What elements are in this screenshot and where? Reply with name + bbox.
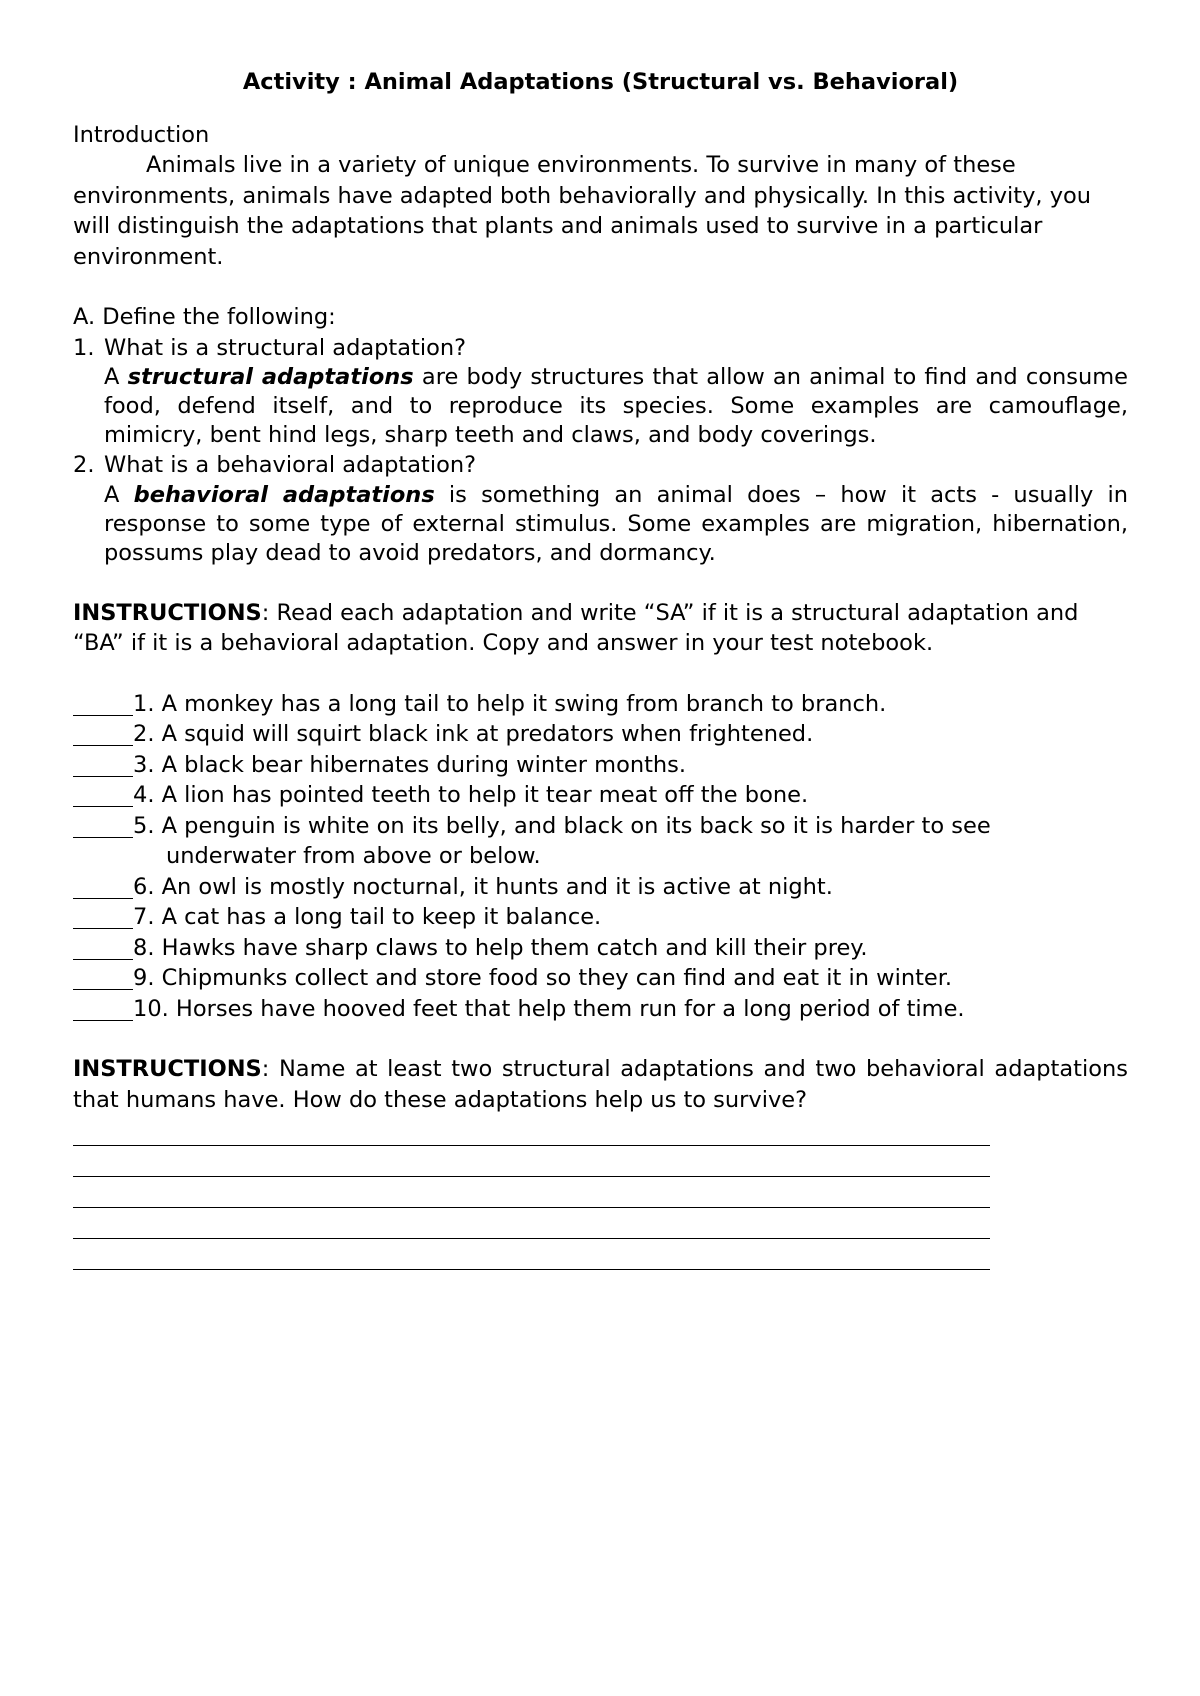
- answer-2-term: behavioral adaptations: [133, 481, 435, 508]
- list-item-text: 9. Chipmunks collect and store food so they can find and eat it in winter.: [133, 965, 953, 991]
- answer-line[interactable]: [73, 1177, 990, 1208]
- list-item: [73, 963, 1128, 994]
- answer-blank[interactable]: [73, 963, 133, 990]
- adaptation-list: [73, 689, 1128, 1025]
- question-1-number: 1.: [73, 334, 95, 361]
- list-item-text: 6. An owl is mostly nocturnal, it hunts and it is active at night.: [133, 873, 833, 900]
- answer-1-rest: are body structures that allow an animal to find and consume food, defend itself, and to reproduce its species. Some examples are camouflage, mimicry, bent hind legs, sharp teeth and claws, and body coverings.: [104, 364, 1128, 448]
- list-item: [73, 811, 1128, 842]
- instructions-1-label: INSTRUCTIONS: [73, 599, 262, 626]
- list-item: [73, 689, 1128, 720]
- list-item: [73, 994, 1128, 1025]
- question-2-number: 2.: [73, 452, 95, 478]
- list-item: [73, 902, 1128, 933]
- list-item-text: 3. A black bear hibernates during winter months.: [133, 751, 687, 778]
- list-item-text: 8. Hawks have sharp claws to help them catch and kill their prey.: [133, 934, 868, 961]
- answer-blank[interactable]: [73, 780, 133, 807]
- worksheet-page: [73, 67, 1128, 1270]
- answer-blank[interactable]: [73, 811, 133, 838]
- answer-blank[interactable]: [73, 994, 133, 1021]
- answer-line[interactable]: [73, 1239, 990, 1270]
- section-a-heading: A. Define the following:: [73, 304, 336, 330]
- list-item: [73, 780, 1128, 811]
- list-item-continuation: underwater from above or below.: [166, 843, 541, 869]
- list-item-text: 4. A lion has pointed teeth to help it tear meat off the bone.: [133, 782, 809, 808]
- list-item: [73, 872, 1128, 903]
- answer-2-rest: is something an animal does – how it acts - usually in response to some type of external stimulus. Some examples are migration, hibernation, possums play dead to avoid predators, and dormancy.: [104, 481, 1128, 566]
- list-item: [73, 719, 1128, 750]
- instructions-2-text: : Name at least two structural adaptations and two behavioral adaptations that humans have. How do these adaptations help us to survive?: [73, 1056, 1128, 1113]
- answer-line[interactable]: [73, 1208, 990, 1239]
- answer-blank[interactable]: [73, 750, 133, 777]
- instructions-1-text: : Read each adaptation and write “SA” if it is a structural adaptation and “BA” if it is a behavioral adaptation. Copy and answer in your test notebook.: [73, 599, 1079, 656]
- page-title: Activity : Animal Adaptations (Structural vs. Behavioral): [242, 69, 959, 95]
- question-2: [73, 450, 1128, 481]
- list-item-text: 5. A penguin is white on its belly, and black on its back so it is harder to see: [133, 812, 991, 839]
- answer-lines: [73, 1115, 1128, 1270]
- list-item: [73, 933, 1128, 964]
- list-item-text: 7. A cat has a long tail to keep it balance.: [133, 904, 602, 930]
- answer-blank[interactable]: [73, 719, 133, 746]
- answer-1-prefix: A: [104, 364, 128, 390]
- answer-blank[interactable]: [73, 872, 133, 899]
- list-item-text: 10. Horses have hooved feet that help them run for a long period of time.: [133, 995, 965, 1022]
- answer-line[interactable]: [73, 1115, 990, 1146]
- answer-blank[interactable]: [73, 689, 133, 716]
- answer-1: [73, 363, 1128, 450]
- instructions-1: [73, 598, 1128, 659]
- instructions-2-label: INSTRUCTIONS: [73, 1056, 262, 1082]
- question-2-text: What is a behavioral adaptation?: [104, 452, 477, 478]
- answer-2-prefix: A: [104, 481, 134, 508]
- list-item: [73, 750, 1128, 781]
- question-1: [73, 333, 1128, 364]
- intro-heading: Introduction: [73, 121, 210, 148]
- answer-1-term: structural adaptations: [127, 364, 414, 390]
- answer-line[interactable]: [73, 1146, 990, 1177]
- answer-blank[interactable]: [73, 933, 133, 960]
- intro-body: Animals live in a variety of unique environments. To survive in many of these environments, animals have adapted both behaviorally and physically. In this activity, you will distinguish the adaptations that plants and animals used to survive in a particular environment.: [73, 152, 1092, 270]
- list-item-text: 2. A squid will squirt black ink at predators when frightened.: [133, 721, 814, 747]
- list-item-text: 1. A monkey has a long tail to help it swing from branch to branch.: [133, 690, 887, 717]
- answer-2: [73, 481, 1128, 568]
- instructions-2: [73, 1054, 1128, 1115]
- answer-blank[interactable]: [73, 902, 133, 929]
- question-1-text: What is a structural adaptation?: [104, 334, 467, 361]
